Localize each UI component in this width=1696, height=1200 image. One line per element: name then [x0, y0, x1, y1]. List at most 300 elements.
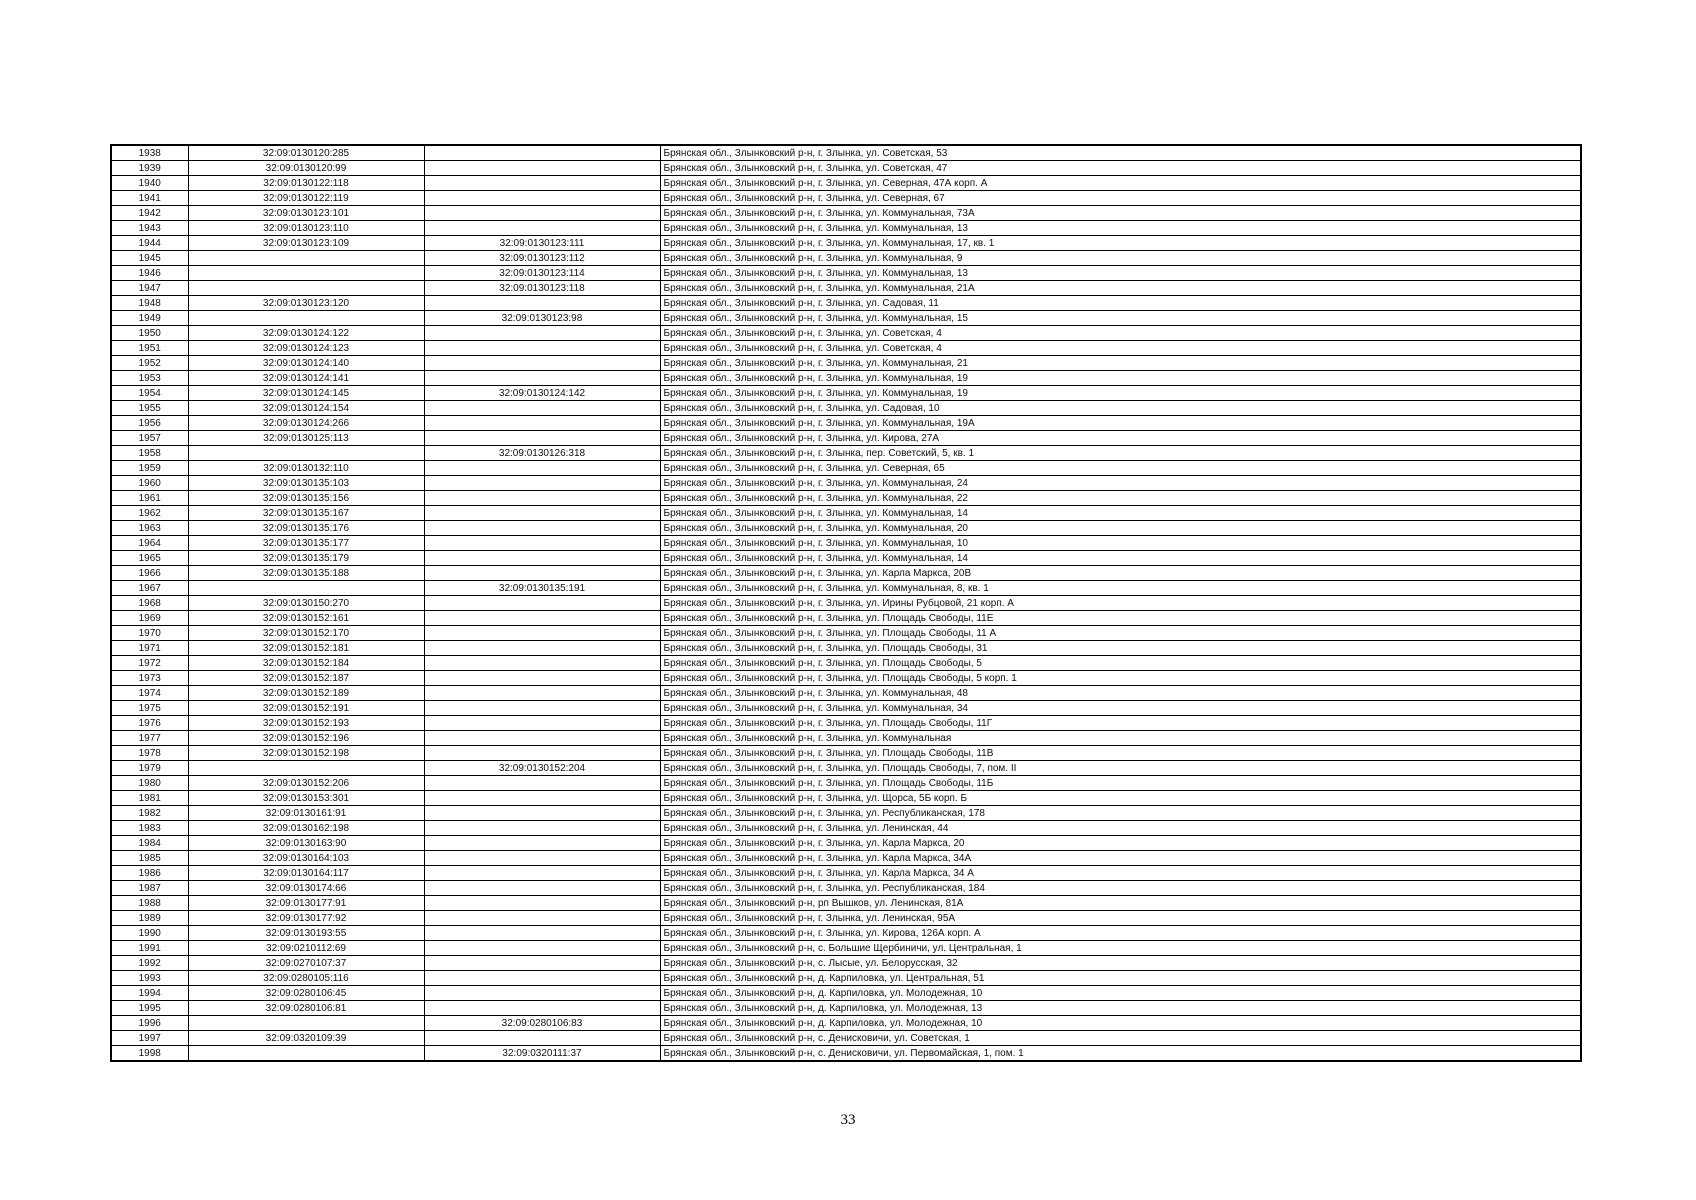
- address-cell: Брянская обл., Злынковский р-н, г. Злынка, ул. Коммунальная, 22: [660, 491, 1581, 506]
- address-cell: Брянская обл., Злынковский р-н, д. Карпиловка, ул. Молодежная, 13: [660, 1001, 1581, 1016]
- row-number-cell: 1978: [111, 746, 188, 761]
- cadastral-number-cell: 32:09:0130132:110: [188, 461, 424, 476]
- related-cadastral-number-cell: [424, 941, 660, 956]
- row-number-cell: 1961: [111, 491, 188, 506]
- cadastral-number-cell: 32:09:0130161:91: [188, 806, 424, 821]
- cadastral-number-cell: [188, 281, 424, 296]
- related-cadastral-number-cell: [424, 431, 660, 446]
- table-row: [111, 956, 1581, 971]
- related-cadastral-number-cell: [424, 1031, 660, 1046]
- row-number-cell: 1954: [111, 386, 188, 401]
- address-cell: Брянская обл., Злынковский р-н, д. Карпиловка, ул. Молодежная, 10: [660, 986, 1581, 1001]
- table-row: [111, 626, 1581, 641]
- address-cell: Брянская обл., Злынковский р-н, г. Злынка, ул. Советская, 4: [660, 341, 1581, 356]
- table-row: [111, 701, 1581, 716]
- cadastral-number-cell: [188, 1046, 424, 1062]
- address-cell: Брянская обл., Злынковский р-н, г. Злынка, ул. Площадь Свободы, 5 корп. 1: [660, 671, 1581, 686]
- related-cadastral-number-cell: [424, 566, 660, 581]
- related-cadastral-number-cell: [424, 986, 660, 1001]
- cadastral-number-cell: 32:09:0130152:196: [188, 731, 424, 746]
- row-number-cell: 1946: [111, 266, 188, 281]
- address-cell: Брянская обл., Злынковский р-н, г. Злынка, ул. Советская, 47: [660, 161, 1581, 176]
- table-row: [111, 941, 1581, 956]
- table-row: [111, 581, 1581, 596]
- address-cell: Брянская обл., Злынковский р-н, д. Карпиловка, ул. Молодежная, 10: [660, 1016, 1581, 1031]
- cadastral-number-cell: 32:09:0130152:206: [188, 776, 424, 791]
- cadastral-number-cell: [188, 1016, 424, 1031]
- related-cadastral-number-cell: 32:09:0320111:37: [424, 1046, 660, 1062]
- row-number-cell: 1941: [111, 191, 188, 206]
- table-row: [111, 401, 1581, 416]
- table-row: [111, 1001, 1581, 1016]
- related-cadastral-number-cell: [424, 656, 660, 671]
- table-row: [111, 326, 1581, 341]
- row-number-cell: 1960: [111, 476, 188, 491]
- table-row: [111, 596, 1581, 611]
- cadastral-number-cell: 32:09:0130135:179: [188, 551, 424, 566]
- related-cadastral-number-cell: [424, 1001, 660, 1016]
- table-row: [111, 551, 1581, 566]
- table-row: [111, 776, 1581, 791]
- related-cadastral-number-cell: 32:09:0130126:318: [424, 446, 660, 461]
- row-number-cell: 1970: [111, 626, 188, 641]
- row-number-cell: 1956: [111, 416, 188, 431]
- cadastral-number-cell: 32:09:0210112:69: [188, 941, 424, 956]
- address-cell: Брянская обл., Злынковский р-н, рп Вышков, ул. Ленинская, 81А: [660, 896, 1581, 911]
- related-cadastral-number-cell: 32:09:0130135:191: [424, 581, 660, 596]
- cadastral-number-cell: 32:09:0130124:122: [188, 326, 424, 341]
- row-number-cell: 1953: [111, 371, 188, 386]
- table-row: [111, 611, 1581, 626]
- related-cadastral-number-cell: [424, 971, 660, 986]
- row-number-cell: 1987: [111, 881, 188, 896]
- row-number-cell: 1994: [111, 986, 188, 1001]
- table-row: [111, 341, 1581, 356]
- related-cadastral-number-cell: [424, 881, 660, 896]
- cadastral-number-cell: 32:09:0130124:141: [188, 371, 424, 386]
- cadastral-number-cell: 32:09:0130152:161: [188, 611, 424, 626]
- row-number-cell: 1980: [111, 776, 188, 791]
- address-cell: Брянская обл., Злынковский р-н, г. Злынка, ул. Карла Маркса, 34А: [660, 851, 1581, 866]
- address-cell: Брянская обл., Злынковский р-н, г. Злынка, ул. Республиканская, 184: [660, 881, 1581, 896]
- address-cell: Брянская обл., Злынковский р-н, г. Злынка, ул. Коммунальная, 19: [660, 371, 1581, 386]
- row-number-cell: 1997: [111, 1031, 188, 1046]
- row-number-cell: 1955: [111, 401, 188, 416]
- address-cell: Брянская обл., Злынковский р-н, г. Злынка, ул. Северная, 67: [660, 191, 1581, 206]
- page-number: 33: [840, 1112, 856, 1128]
- table-row: [111, 851, 1581, 866]
- address-cell: Брянская обл., Злынковский р-н, г. Злынка, ул. Северная, 47А корп. А: [660, 176, 1581, 191]
- address-cell: Брянская обл., Злынковский р-н, с. Лысые, ул. Белорусская, 32: [660, 956, 1581, 971]
- address-cell: Брянская обл., Злынковский р-н, г. Злынка, пер. Советский, 5, кв. 1: [660, 446, 1581, 461]
- related-cadastral-number-cell: 32:09:0130123:114: [424, 266, 660, 281]
- cadastral-number-cell: 32:09:0130135:167: [188, 506, 424, 521]
- cadastral-number-cell: 32:09:0130135:177: [188, 536, 424, 551]
- row-number-cell: 1976: [111, 716, 188, 731]
- address-cell: Брянская обл., Злынковский р-н, г. Злынка, ул. Ленинская, 95А: [660, 911, 1581, 926]
- address-cell: Брянская обл., Злынковский р-н, г. Злынка, ул. Площадь Свободы, 11Е: [660, 611, 1581, 626]
- cadastral-number-cell: [188, 581, 424, 596]
- address-cell: Брянская обл., Злынковский р-н, г. Злынка, ул. Площадь Свободы, 31: [660, 641, 1581, 656]
- table-row: [111, 911, 1581, 926]
- table-row: [111, 236, 1581, 251]
- address-cell: Брянская обл., Злынковский р-н, г. Злынка, ул. Кирова, 27А: [660, 431, 1581, 446]
- address-cell: Брянская обл., Злынковский р-н, г. Злынка, ул. Ленинская, 44: [660, 821, 1581, 836]
- table-row: [111, 641, 1581, 656]
- related-cadastral-number-cell: [424, 851, 660, 866]
- related-cadastral-number-cell: [424, 701, 660, 716]
- address-cell: Брянская обл., Злынковский р-н, г. Злынка, ул. Коммунальная, 15: [660, 311, 1581, 326]
- table-row: [111, 806, 1581, 821]
- cadastral-number-cell: 32:09:0280106:45: [188, 986, 424, 1001]
- cadastral-number-cell: 32:09:0130152:193: [188, 716, 424, 731]
- table-row: [111, 686, 1581, 701]
- cadastral-number-cell: 32:09:0130124:145: [188, 386, 424, 401]
- row-number-cell: 1951: [111, 341, 188, 356]
- address-cell: Брянская обл., Злынковский р-н, с. Большие Щербиничи, ул. Центральная, 1: [660, 941, 1581, 956]
- address-cell: Брянская обл., Злынковский р-н, г. Злынка, ул. Коммунальная, 21: [660, 356, 1581, 371]
- registry-table: [110, 144, 1582, 1062]
- table-row: [111, 281, 1581, 296]
- cadastral-number-cell: 32:09:0130135:176: [188, 521, 424, 536]
- table-row: [111, 386, 1581, 401]
- address-cell: Брянская обл., Злынковский р-н, г. Злынка, ул. Щорса, 5Б корп. Б: [660, 791, 1581, 806]
- row-number-cell: 1990: [111, 926, 188, 941]
- table-row: [111, 296, 1581, 311]
- address-cell: Брянская обл., Злынковский р-н, г. Злынка, ул. Коммунальная, 14: [660, 551, 1581, 566]
- table-row: [111, 311, 1581, 326]
- table-row: [111, 506, 1581, 521]
- related-cadastral-number-cell: [424, 596, 660, 611]
- row-number-cell: 1959: [111, 461, 188, 476]
- row-number-cell: 1996: [111, 1016, 188, 1031]
- table-row: [111, 656, 1581, 671]
- table-row: [111, 461, 1581, 476]
- table-row: [111, 206, 1581, 221]
- cadastral-number-cell: 32:09:0130120:99: [188, 161, 424, 176]
- cadastral-number-cell: 32:09:0320109:39: [188, 1031, 424, 1046]
- related-cadastral-number-cell: [424, 145, 660, 161]
- related-cadastral-number-cell: [424, 401, 660, 416]
- address-cell: Брянская обл., Злынковский р-н, г. Злынка, ул. Коммунальная, 8, кв. 1: [660, 581, 1581, 596]
- related-cadastral-number-cell: [424, 791, 660, 806]
- row-number-cell: 1989: [111, 911, 188, 926]
- address-cell: Брянская обл., Злынковский р-н, г. Злынка, ул. Коммунальная, 17, кв. 1: [660, 236, 1581, 251]
- cadastral-number-cell: 32:09:0130152:181: [188, 641, 424, 656]
- table-row: [111, 836, 1581, 851]
- row-number-cell: 1979: [111, 761, 188, 776]
- address-cell: Брянская обл., Злынковский р-н, г. Злынка, ул. Площадь Свободы, 11В: [660, 746, 1581, 761]
- table-row: [111, 221, 1581, 236]
- address-cell: Брянская обл., Злынковский р-н, г. Злынка, ул. Площадь Свободы, 11Б: [660, 776, 1581, 791]
- row-number-cell: 1991: [111, 941, 188, 956]
- related-cadastral-number-cell: [424, 221, 660, 236]
- related-cadastral-number-cell: [424, 296, 660, 311]
- table-row: [111, 161, 1581, 176]
- address-cell: Брянская обл., Злынковский р-н, г. Злынка, ул. Карла Маркса, 34 А: [660, 866, 1581, 881]
- table-row: [111, 176, 1581, 191]
- related-cadastral-number-cell: [424, 371, 660, 386]
- row-number-cell: 1985: [111, 851, 188, 866]
- address-cell: Брянская обл., Злынковский р-н, г. Злынка, ул. Площадь Свободы, 5: [660, 656, 1581, 671]
- address-cell: Брянская обл., Злынковский р-н, г. Злынка, ул. Кирова, 126А корп. А: [660, 926, 1581, 941]
- row-number-cell: 1945: [111, 251, 188, 266]
- related-cadastral-number-cell: [424, 911, 660, 926]
- row-number-cell: 1972: [111, 656, 188, 671]
- table-row: [111, 536, 1581, 551]
- table-row: [111, 761, 1581, 776]
- address-cell: Брянская обл., Злынковский р-н, г. Злынка, ул. Коммунальная, 19: [660, 386, 1581, 401]
- row-number-cell: 1968: [111, 596, 188, 611]
- cadastral-number-cell: 32:09:0130123:110: [188, 221, 424, 236]
- related-cadastral-number-cell: [424, 686, 660, 701]
- cadastral-number-cell: 32:09:0130152:184: [188, 656, 424, 671]
- table-row: [111, 191, 1581, 206]
- table-row: [111, 791, 1581, 806]
- address-cell: Брянская обл., Злынковский р-н, г. Злынка, ул. Коммунальная, 73А: [660, 206, 1581, 221]
- cadastral-number-cell: 32:09:0130177:92: [188, 911, 424, 926]
- row-number-cell: 1957: [111, 431, 188, 446]
- row-number-cell: 1973: [111, 671, 188, 686]
- cadastral-number-cell: 32:09:0130153:301: [188, 791, 424, 806]
- row-number-cell: 1984: [111, 836, 188, 851]
- table-row: [111, 881, 1581, 896]
- registry-table-body: [111, 145, 1581, 1061]
- related-cadastral-number-cell: [424, 356, 660, 371]
- address-cell: Брянская обл., Злынковский р-н, г. Злынка, ул. Коммунальная, 34: [660, 701, 1581, 716]
- cadastral-number-cell: 32:09:0130152:189: [188, 686, 424, 701]
- address-cell: Брянская обл., Злынковский р-н, г. Злынка, ул. Площадь Свободы, 7, пом. II: [660, 761, 1581, 776]
- row-number-cell: 1998: [111, 1046, 188, 1062]
- row-number-cell: 1958: [111, 446, 188, 461]
- cadastral-number-cell: 32:09:0130123:109: [188, 236, 424, 251]
- related-cadastral-number-cell: [424, 611, 660, 626]
- table-row: [111, 971, 1581, 986]
- cadastral-number-cell: 32:09:0130124:154: [188, 401, 424, 416]
- address-cell: Брянская обл., Злынковский р-н, с. Денисковичи, ул. Первомайская, 1, пом. 1: [660, 1046, 1581, 1062]
- row-number-cell: 1942: [111, 206, 188, 221]
- address-cell: Брянская обл., Злынковский р-н, г. Злынка, ул. Коммунальная, 10: [660, 536, 1581, 551]
- cadastral-number-cell: 32:09:0130152:187: [188, 671, 424, 686]
- table-row: [111, 1016, 1581, 1031]
- row-number-cell: 1974: [111, 686, 188, 701]
- cadastral-number-cell: 32:09:0130122:118: [188, 176, 424, 191]
- row-number-cell: 1948: [111, 296, 188, 311]
- cadastral-number-cell: 32:09:0130164:103: [188, 851, 424, 866]
- cadastral-number-cell: 32:09:0130150:270: [188, 596, 424, 611]
- table-row: [111, 716, 1581, 731]
- related-cadastral-number-cell: [424, 326, 660, 341]
- table-row: [111, 986, 1581, 1001]
- address-cell: Брянская обл., Злынковский р-н, г. Злынка, ул. Карла Маркса, 20: [660, 836, 1581, 851]
- related-cadastral-number-cell: [424, 641, 660, 656]
- table-row: [111, 1031, 1581, 1046]
- related-cadastral-number-cell: [424, 926, 660, 941]
- address-cell: Брянская обл., Злынковский р-н, г. Злынка, ул. Коммунальная, 19А: [660, 416, 1581, 431]
- row-number-cell: 1988: [111, 896, 188, 911]
- related-cadastral-number-cell: [424, 836, 660, 851]
- row-number-cell: 1940: [111, 176, 188, 191]
- row-number-cell: 1967: [111, 581, 188, 596]
- cadastral-number-cell: 32:09:0280105:116: [188, 971, 424, 986]
- table-row: [111, 896, 1581, 911]
- address-cell: Брянская обл., Злынковский р-н, г. Злынка, ул. Коммунальная, 9: [660, 251, 1581, 266]
- related-cadastral-number-cell: [424, 956, 660, 971]
- related-cadastral-number-cell: 32:09:0130123:118: [424, 281, 660, 296]
- row-number-cell: 1938: [111, 145, 188, 161]
- address-cell: Брянская обл., Злынковский р-н, г. Злынка, ул. Северная, 65: [660, 461, 1581, 476]
- address-cell: Брянская обл., Злынковский р-н, г. Злынка, ул. Садовая, 11: [660, 296, 1581, 311]
- cadastral-number-cell: [188, 266, 424, 281]
- related-cadastral-number-cell: [424, 161, 660, 176]
- related-cadastral-number-cell: [424, 476, 660, 491]
- address-cell: Брянская обл., Злынковский р-н, г. Злынка, ул. Ирины Рубцовой, 21 корп. А: [660, 596, 1581, 611]
- table-row: [111, 266, 1581, 281]
- row-number-cell: 1962: [111, 506, 188, 521]
- row-number-cell: 1992: [111, 956, 188, 971]
- cadastral-number-cell: 32:09:0130135:103: [188, 476, 424, 491]
- related-cadastral-number-cell: [424, 776, 660, 791]
- table-row: [111, 416, 1581, 431]
- table-row: [111, 566, 1581, 581]
- row-number-cell: 1963: [111, 521, 188, 536]
- cadastral-number-cell: 32:09:0130163:90: [188, 836, 424, 851]
- related-cadastral-number-cell: [424, 461, 660, 476]
- address-cell: Брянская обл., Злынковский р-н, г. Злынка, ул. Коммунальная, 13: [660, 266, 1581, 281]
- row-number-cell: 1971: [111, 641, 188, 656]
- table-row: [111, 251, 1581, 266]
- related-cadastral-number-cell: [424, 746, 660, 761]
- related-cadastral-number-cell: [424, 506, 660, 521]
- related-cadastral-number-cell: [424, 896, 660, 911]
- related-cadastral-number-cell: 32:09:0130123:98: [424, 311, 660, 326]
- related-cadastral-number-cell: 32:09:0130124:142: [424, 386, 660, 401]
- address-cell: Брянская обл., Злынковский р-н, г. Злынка, ул. Карла Маркса, 20В: [660, 566, 1581, 581]
- row-number-cell: 1975: [111, 701, 188, 716]
- address-cell: Брянская обл., Злынковский р-н, д. Карпиловка, ул. Центральная, 51: [660, 971, 1581, 986]
- cadastral-number-cell: 32:09:0130123:101: [188, 206, 424, 221]
- table-row: [111, 356, 1581, 371]
- table-row: [111, 866, 1581, 881]
- table-row: [111, 746, 1581, 761]
- cadastral-number-cell: 32:09:0130174:66: [188, 881, 424, 896]
- related-cadastral-number-cell: [424, 341, 660, 356]
- address-cell: Брянская обл., Злынковский р-н, г. Злынка, ул. Советская, 53: [660, 145, 1581, 161]
- cadastral-number-cell: [188, 251, 424, 266]
- address-cell: Брянская обл., Злынковский р-н, с. Денисковичи, ул. Советская, 1: [660, 1031, 1581, 1046]
- row-number-cell: 1952: [111, 356, 188, 371]
- table-row: [111, 371, 1581, 386]
- cadastral-number-cell: 32:09:0130120:285: [188, 145, 424, 161]
- table-row: [111, 731, 1581, 746]
- related-cadastral-number-cell: 32:09:0130152:204: [424, 761, 660, 776]
- cadastral-number-cell: 32:09:0130123:120: [188, 296, 424, 311]
- cadastral-number-cell: [188, 446, 424, 461]
- row-number-cell: 1950: [111, 326, 188, 341]
- row-number-cell: 1981: [111, 791, 188, 806]
- row-number-cell: 1995: [111, 1001, 188, 1016]
- row-number-cell: 1977: [111, 731, 188, 746]
- related-cadastral-number-cell: [424, 731, 660, 746]
- row-number-cell: 1965: [111, 551, 188, 566]
- address-cell: Брянская обл., Злынковский р-н, г. Злынка, ул. Площадь Свободы, 11 А: [660, 626, 1581, 641]
- address-cell: Брянская обл., Злынковский р-н, г. Злынка, ул. Советская, 4: [660, 326, 1581, 341]
- address-cell: Брянская обл., Злынковский р-н, г. Злынка, ул. Площадь Свободы, 11Г: [660, 716, 1581, 731]
- related-cadastral-number-cell: [424, 716, 660, 731]
- related-cadastral-number-cell: [424, 491, 660, 506]
- cadastral-number-cell: 32:09:0130193:55: [188, 926, 424, 941]
- related-cadastral-number-cell: [424, 536, 660, 551]
- address-cell: Брянская обл., Злынковский р-н, г. Злынка, ул. Коммунальная, 21А: [660, 281, 1581, 296]
- address-cell: Брянская обл., Злынковский р-н, г. Злынка, ул. Коммунальная, 48: [660, 686, 1581, 701]
- related-cadastral-number-cell: [424, 626, 660, 641]
- cadastral-number-cell: 32:09:0130124:123: [188, 341, 424, 356]
- table-row: [111, 1046, 1581, 1062]
- related-cadastral-number-cell: [424, 821, 660, 836]
- related-cadastral-number-cell: [424, 866, 660, 881]
- address-cell: Брянская обл., Злынковский р-н, г. Злынка, ул. Коммунальная, 13: [660, 221, 1581, 236]
- cadastral-number-cell: 32:09:0130162:198: [188, 821, 424, 836]
- table-row: [111, 671, 1581, 686]
- row-number-cell: 1964: [111, 536, 188, 551]
- related-cadastral-number-cell: [424, 191, 660, 206]
- row-number-cell: 1983: [111, 821, 188, 836]
- table-row: [111, 446, 1581, 461]
- related-cadastral-number-cell: [424, 206, 660, 221]
- related-cadastral-number-cell: [424, 521, 660, 536]
- row-number-cell: 1949: [111, 311, 188, 326]
- related-cadastral-number-cell: [424, 551, 660, 566]
- cadastral-number-cell: 32:09:0130152:191: [188, 701, 424, 716]
- row-number-cell: 1939: [111, 161, 188, 176]
- cadastral-number-cell: [188, 311, 424, 326]
- cadastral-number-cell: 32:09:0130125:113: [188, 431, 424, 446]
- address-cell: Брянская обл., Злынковский р-н, г. Злынка, ул. Коммунальная, 20: [660, 521, 1581, 536]
- related-cadastral-number-cell: 32:09:0280106:83: [424, 1016, 660, 1031]
- cadastral-number-cell: 32:09:0130135:188: [188, 566, 424, 581]
- row-number-cell: 1944: [111, 236, 188, 251]
- address-cell: Брянская обл., Злынковский р-н, г. Злынка, ул. Коммунальная, 24: [660, 476, 1581, 491]
- cadastral-number-cell: 32:09:0130124:140: [188, 356, 424, 371]
- row-number-cell: 1947: [111, 281, 188, 296]
- related-cadastral-number-cell: [424, 176, 660, 191]
- table-row: [111, 431, 1581, 446]
- cadastral-number-cell: 32:09:0130122:119: [188, 191, 424, 206]
- row-number-cell: 1993: [111, 971, 188, 986]
- cadastral-number-cell: 32:09:0130177:91: [188, 896, 424, 911]
- cadastral-number-cell: 32:09:0130124:266: [188, 416, 424, 431]
- cadastral-number-cell: 32:09:0130152:198: [188, 746, 424, 761]
- address-cell: Брянская обл., Злынковский р-н, г. Злынка, ул. Республиканская, 178: [660, 806, 1581, 821]
- cadastral-number-cell: 32:09:0130152:170: [188, 626, 424, 641]
- cadastral-number-cell: [188, 761, 424, 776]
- address-cell: Брянская обл., Злынковский р-н, г. Злынка, ул. Коммунальная: [660, 731, 1581, 746]
- row-number-cell: 1986: [111, 866, 188, 881]
- address-cell: Брянская обл., Злынковский р-н, г. Злынка, ул. Садовая, 10: [660, 401, 1581, 416]
- row-number-cell: 1943: [111, 221, 188, 236]
- table-row: [111, 145, 1581, 161]
- related-cadastral-number-cell: 32:09:0130123:111: [424, 236, 660, 251]
- related-cadastral-number-cell: [424, 806, 660, 821]
- table-row: [111, 926, 1581, 941]
- row-number-cell: 1969: [111, 611, 188, 626]
- cadastral-number-cell: 32:09:0130164:117: [188, 866, 424, 881]
- table-row: [111, 491, 1581, 506]
- cadastral-number-cell: 32:09:0280106:81: [188, 1001, 424, 1016]
- cadastral-number-cell: 32:09:0270107:37: [188, 956, 424, 971]
- table-row: [111, 521, 1581, 536]
- row-number-cell: 1982: [111, 806, 188, 821]
